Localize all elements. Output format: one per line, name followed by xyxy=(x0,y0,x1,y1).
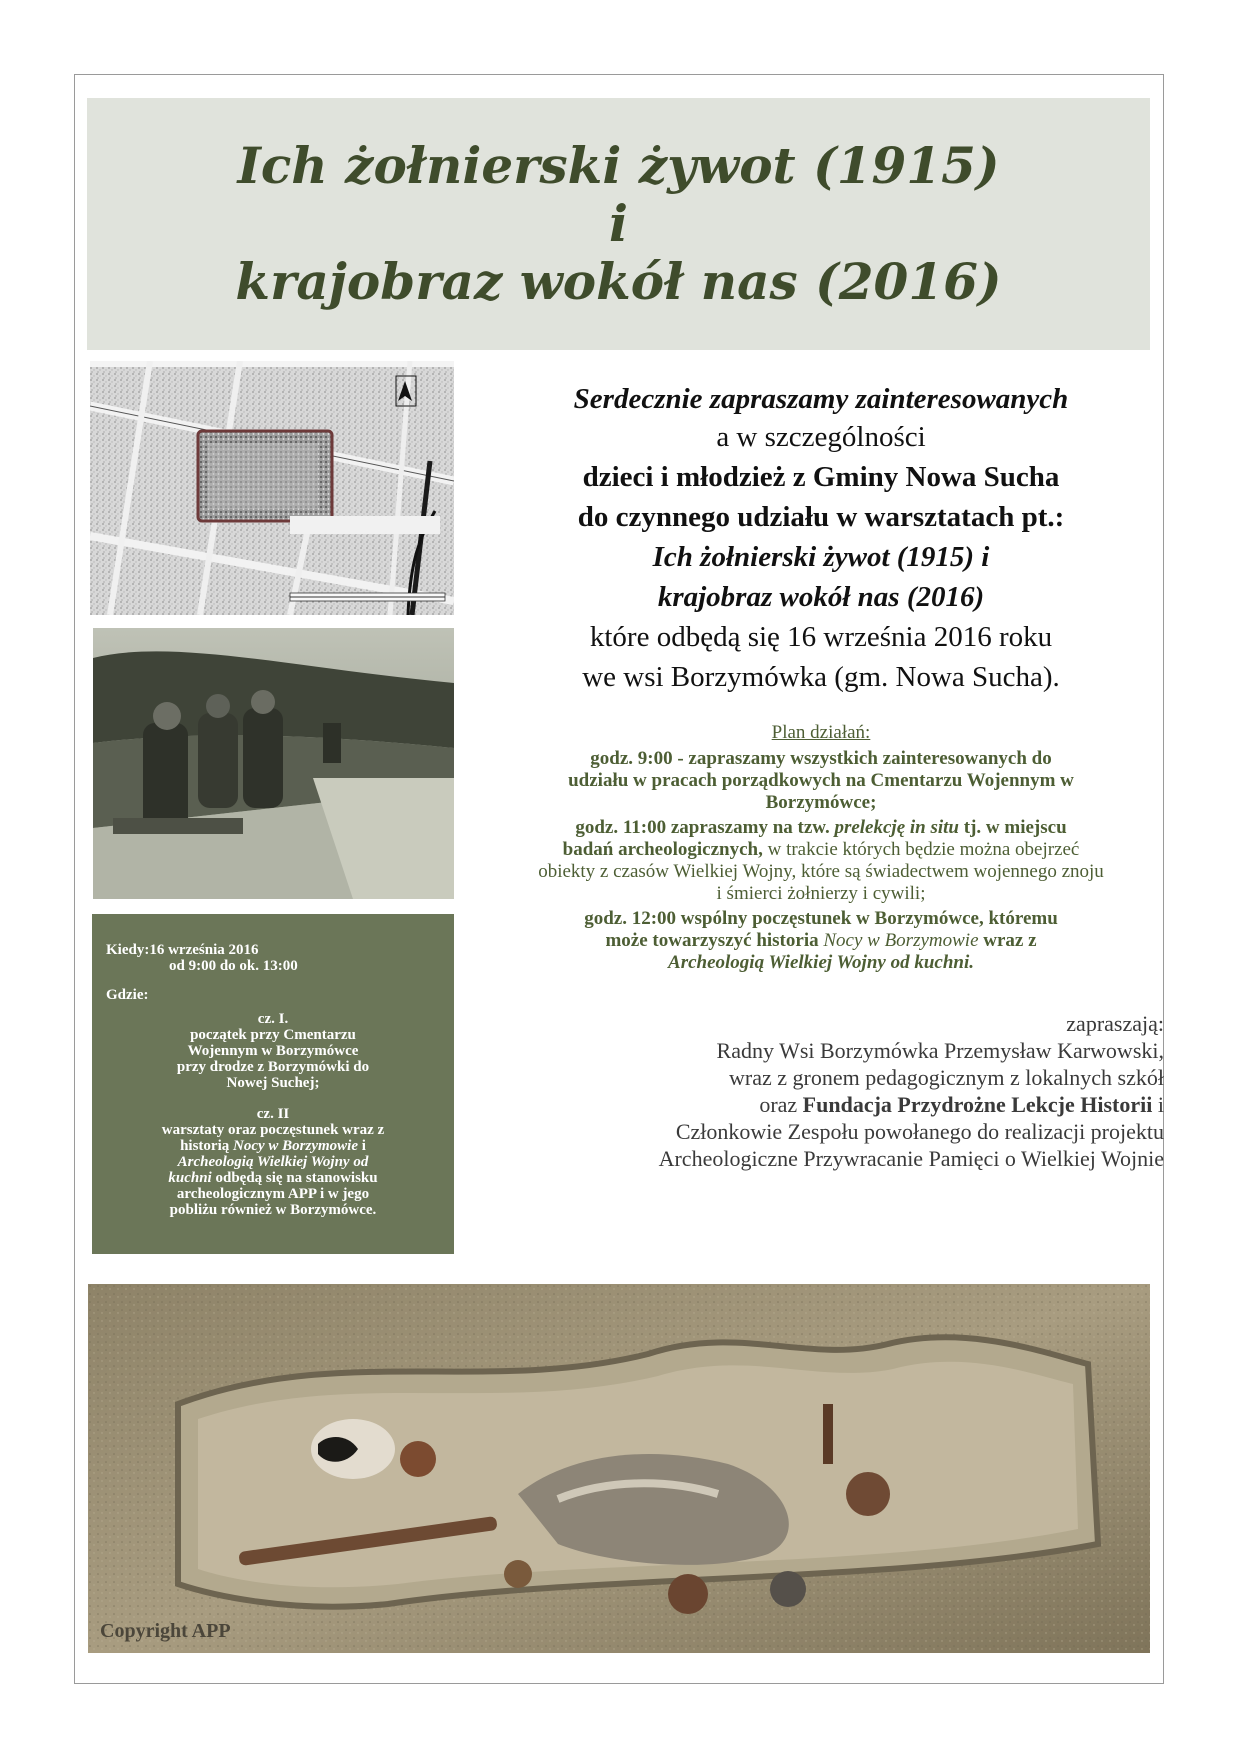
excavation-burial-photo xyxy=(88,1284,1150,1653)
part-2-line-c: Archeologią Wielkiej Wojny od xyxy=(177,1154,369,1170)
copyright-label: Copyright APP xyxy=(100,1620,231,1642)
title-line-2: i xyxy=(609,194,628,253)
invite-line-2: a w szczególności xyxy=(716,421,926,453)
plan-item-1-line-b: udziału w pracach porządkowych na Cmentarzu Wojennym w xyxy=(568,770,1074,791)
plan-item-2-line-c: obiekty z czasów Wielkiej Wojny, które są świadectwem wojennego znoju xyxy=(538,861,1104,882)
invite-line-8: we wsi Borzymówka (gm. Nowa Sucha). xyxy=(582,661,1060,693)
invite-line-1: Serdecznie zapraszamy zainteresowanych xyxy=(573,383,1069,415)
organizers-line-2: wraz z gronem pedagogicznym z lokalnych szkół xyxy=(729,1065,1164,1090)
plan-item-3-line-c: Archeologią Wielkiej Wojny od kuchni. xyxy=(668,952,974,973)
plan-heading: Plan działań: xyxy=(771,722,871,743)
part-2-line-b: historią Nocy w Borzymowie i xyxy=(180,1138,366,1154)
invite-line-3: dzieci i młodzież z Gminy Nowa Sucha xyxy=(582,461,1060,493)
organizers-line-4: Członkowie Zespołu powołanego do realizacji projektu xyxy=(675,1119,1164,1144)
plan-item-2-line-d: i śmierci żołnierzy i cywili; xyxy=(716,883,926,904)
part-2-line-a: warsztaty oraz poczęstunek wraz z xyxy=(161,1122,385,1138)
plan-item-3-line-b: może towarzyszyć historia Nocy w Borzymowie wraz z xyxy=(605,930,1037,951)
part-1-line-c: przy drodze z Borzymówki do xyxy=(176,1059,370,1075)
part-1-line-b: Wojennym w Borzymówce xyxy=(187,1043,359,1059)
title-band xyxy=(87,98,1150,350)
organizers-line-3: oraz Fundacja Przydrożne Lekcje Historii i xyxy=(759,1092,1164,1117)
invite-line-7: które odbędą się 16 września 2016 roku xyxy=(589,621,1053,653)
part-1-line-a: początek przy Cmentarzu xyxy=(190,1027,356,1043)
part-1-line-d: Nowej Suchej; xyxy=(226,1075,320,1091)
part-2-line-d: kuchni odbędą się na stanowisku xyxy=(168,1170,378,1186)
title-line-3: krajobraz wokół nas (2016) xyxy=(235,252,1002,311)
plan-item-3-line-a: godz. 12:00 wspólny poczęstunek w Borzymówce, któremu xyxy=(584,908,1058,929)
invite-line-6: krajobraz wokół nas (2016) xyxy=(657,581,985,613)
where-label: Gdzie: xyxy=(106,987,149,1003)
part-2-line-e: archeologicznym APP i w jego xyxy=(176,1186,370,1202)
plan-item-2-line-a: godz. 11:00 zapraszamy na tzw. prelekcję in situ tj. w miejscu xyxy=(575,817,1067,838)
organizers-line-1: Radny Wsi Borzymówka Przemysław Karwowski, xyxy=(716,1038,1164,1063)
part-1-heading: cz. I. xyxy=(257,1011,289,1027)
invite-line-5: Ich żołnierski żywot (1915) i xyxy=(652,541,990,573)
aerial-lidar-map-image xyxy=(90,361,454,615)
invite-line-4: do czynnego udziału w warsztatach pt.: xyxy=(577,501,1065,533)
plan-item-1-line-a: godz. 9:00 - zapraszamy wszystkich zainteresowanych do xyxy=(590,748,1052,769)
part-2-line-f: pobliżu również w Borzymówce. xyxy=(169,1202,377,1218)
organizers-heading: zapraszają: xyxy=(1066,1011,1164,1036)
historic-trench-photo xyxy=(93,628,454,899)
when-line: Kiedy:16 września 2016 xyxy=(106,942,259,958)
plan-item-2-line-b: badań archeologicznych, w trakcie których będzie można obejrzeć xyxy=(562,839,1080,860)
part-2-heading: cz. II xyxy=(256,1106,290,1122)
when-hours: od 9:00 do ok. 13:00 xyxy=(169,958,298,974)
title-line-1: Ich żołnierski żywot (1915) xyxy=(237,136,1000,195)
event-info-box xyxy=(92,914,454,1254)
organizers-line-5: Archeologiczne Przywracanie Pamięci o Wielkiej Wojnie xyxy=(658,1146,1164,1171)
plan-item-1-line-c: Borzymówce; xyxy=(765,792,877,813)
